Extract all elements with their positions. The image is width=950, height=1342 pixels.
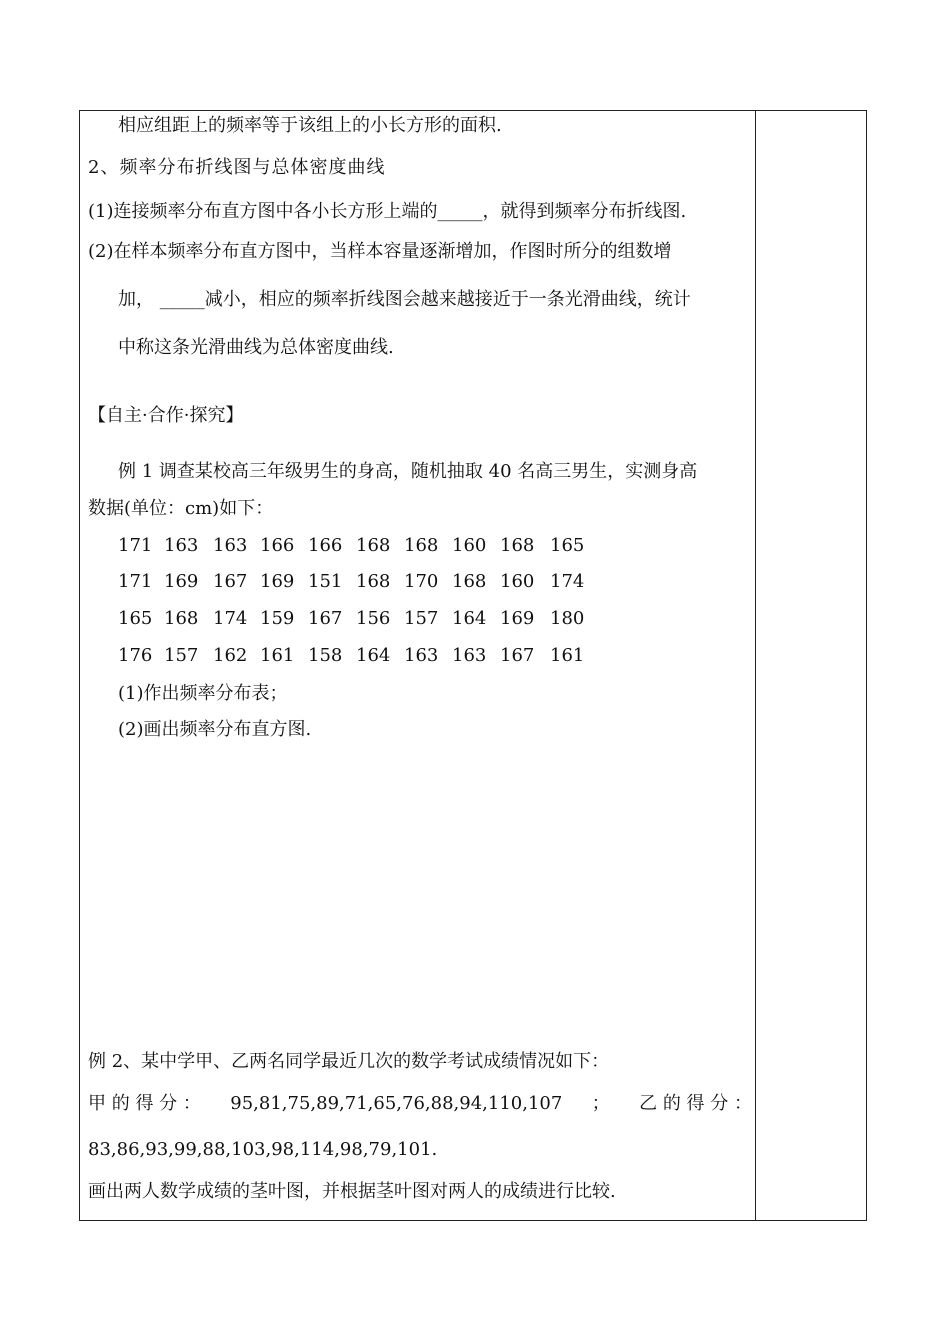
example-1-intro: 例 1 调查某校高三年级男生的身高，随机抽取 40 名高三男生，实测身高	[118, 461, 698, 482]
yi-score-label: 乙 的 得 分 ：	[639, 1093, 752, 1114]
column-divider	[755, 110, 756, 1221]
table-cell: 163	[164, 535, 199, 556]
jia-score-label: 甲 的 得 分 ：	[88, 1093, 201, 1114]
table-cell: 174	[213, 608, 248, 629]
table-cell: 168	[164, 608, 199, 629]
section-title: 【自主·合作·探究】	[88, 405, 244, 426]
yi-scores: 83,86,93,99,88,103,98,114,98,79,101.	[88, 1139, 438, 1160]
example-1-units: 数据(单位：cm)如下：	[88, 498, 274, 519]
table-cell: 164	[452, 608, 487, 629]
table-cell: 165	[550, 535, 585, 556]
table-cell: 161	[260, 645, 295, 666]
table-cell: 168	[452, 571, 487, 592]
table-cell: 163	[213, 535, 248, 556]
table-cell: 163	[404, 645, 439, 666]
table-cell: 171	[118, 535, 153, 556]
table-cell: 176	[118, 645, 153, 666]
table-cell: 160	[500, 571, 535, 592]
jia-scores: 95,81,75,89,71,65,76,88,94,110,107	[230, 1093, 563, 1114]
table-cell: 156	[356, 608, 391, 629]
table-cell: 166	[308, 535, 343, 556]
table-cell: 169	[500, 608, 535, 629]
scores-line	[88, 1092, 752, 1116]
table-cell: 158	[308, 645, 343, 666]
table-cell: 163	[452, 645, 487, 666]
table-cell: 161	[550, 645, 585, 666]
example-1-task-2: (2)画出频率分布直方图.	[118, 719, 312, 740]
table-cell: 157	[404, 608, 439, 629]
table-cell: 168	[500, 535, 535, 556]
item-2-line-3: 中称这条光滑曲线为总体密度曲线.	[118, 337, 394, 358]
table-cell: 180	[550, 608, 585, 629]
table-cell: 164	[356, 645, 391, 666]
table-cell: 169	[260, 571, 295, 592]
table-cell: 160	[452, 535, 487, 556]
table-cell: 170	[404, 571, 439, 592]
table-cell: 165	[118, 608, 153, 629]
item-1-text: (1)连接频率分布直方图中各小长方形上端的_____，就得到频率分布折线图.	[88, 201, 687, 222]
table-cell: 162	[213, 645, 248, 666]
example-1-task-1: (1)作出频率分布表；	[118, 683, 288, 704]
table-cell: 157	[164, 645, 199, 666]
example-2-intro: 例 2、某中学甲、乙两名同学最近几次的数学考试成绩情况如下：	[88, 1051, 610, 1072]
table-cell: 167	[308, 608, 343, 629]
table-cell: 159	[260, 608, 295, 629]
table-cell: 168	[404, 535, 439, 556]
table-cell: 167	[500, 645, 535, 666]
table-cell: 151	[308, 571, 343, 592]
table-cell: 168	[356, 535, 391, 556]
score-separator: ；	[591, 1093, 610, 1114]
table-cell: 167	[213, 571, 248, 592]
table-cell: 169	[164, 571, 199, 592]
table-cell: 174	[550, 571, 585, 592]
area-frequency-note: 相应组距上的频率等于该组上的小长方形的面积.	[118, 115, 502, 136]
section-heading-polygon: 2、频率分布折线图与总体密度曲线	[88, 157, 386, 178]
item-2-line-2: 加， _____减小，相应的频率折线图会越来越接近于一条光滑曲线，统计	[118, 289, 691, 310]
table-cell: 168	[356, 571, 391, 592]
item-2-line-1: (2)在样本频率分布直方图中，当样本容量逐渐增加，作图时所分的组数增	[88, 241, 672, 262]
table-cell: 171	[118, 571, 153, 592]
table-cell: 166	[260, 535, 295, 556]
example-2-task: 画出两人数学成绩的茎叶图，并根据茎叶图对两人的成绩进行比较.	[88, 1181, 616, 1202]
